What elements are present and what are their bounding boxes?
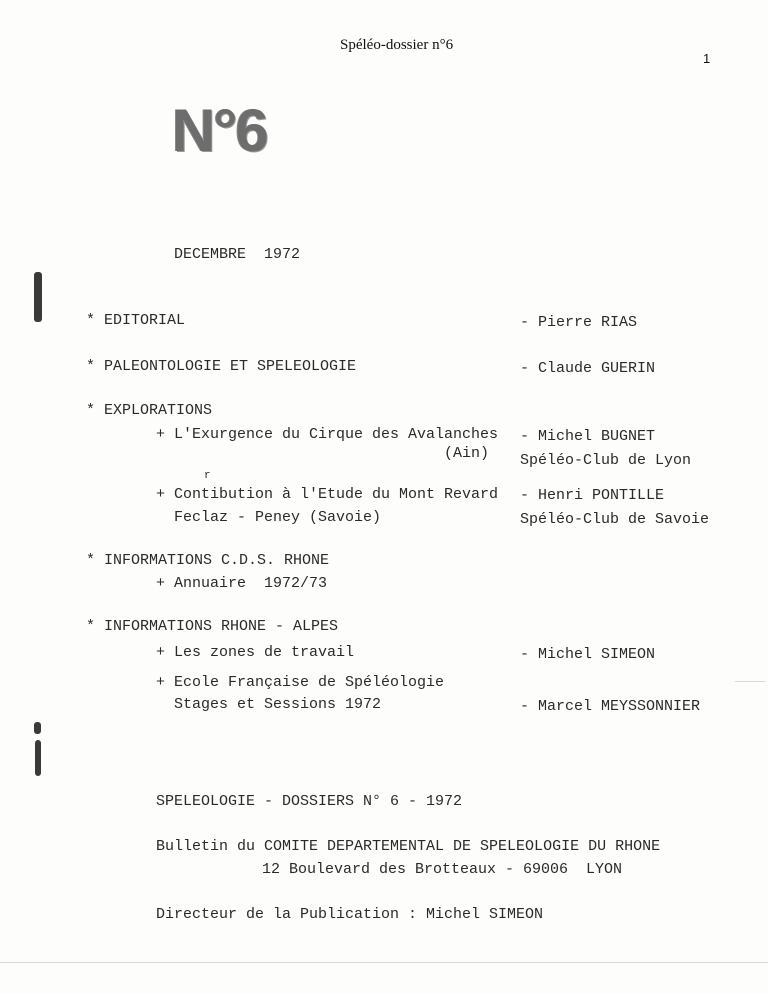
issue-date: DECEMBRE 1972 — [174, 246, 301, 263]
running-header: Spéléo-dossier n°6 — [340, 37, 454, 53]
toc-rhone-alpes-item-2-author: - Marcel MEYSSONNIER — [520, 698, 701, 715]
toc-explorations-title: * EXPLORATIONS — [86, 402, 213, 419]
toc-exploration-item-2-club: Spéléo-Club de Savoie — [520, 511, 710, 528]
toc-paleo-title: * PALEONTOLOGIE ET SPELEOLOGIE — [86, 358, 357, 375]
toc-rhone-alpes-item-1-author: - Michel SIMEON — [520, 646, 656, 663]
issue-number: N°6 — [172, 97, 267, 164]
margin-mark — [35, 740, 41, 776]
toc-rhone-alpes-title: * INFORMATIONS RHONE - ALPES — [86, 618, 339, 635]
toc-editorial-author: - Pierre RIAS — [520, 314, 638, 331]
handwritten-insert-mark: r — [204, 470, 211, 482]
toc-paleo-author: - Claude GUERIN — [520, 360, 656, 377]
toc-exploration-item-1-author: - Michel BUGNET — [520, 428, 656, 445]
toc-exploration-item-2-region: Feclaz - Peney (Savoie) — [174, 509, 382, 526]
scan-edge-line — [735, 681, 765, 682]
toc-editorial-title: * EDITORIAL — [86, 312, 186, 329]
toc-rhone-alpes-item-2-line2: Stages et Sessions 1972 — [174, 696, 382, 713]
address-line: 12 Boulevard des Brotteaux - 69006 LYON — [262, 861, 623, 878]
toc-exploration-item-1-region: (Ain) — [444, 445, 490, 462]
toc-exploration-item-1-club: Spéléo-Club de Lyon — [520, 452, 692, 469]
publication-line: SPELEOLOGIE - DOSSIERS N° 6 - 1972 — [156, 793, 463, 810]
toc-exploration-item-2: + Contibution à l'Etude du Mont Revard — [156, 486, 499, 503]
bulletin-line: Bulletin du COMITE DEPARTEMENTAL DE SPELEOLOGIE DU RHONE — [156, 838, 661, 855]
toc-rhone-alpes-item-2: + Ecole Française de Spéléologie — [156, 674, 445, 691]
toc-cds-item: + Annuaire 1972/73 — [156, 575, 328, 592]
toc-rhone-alpes-item-1: + Les zones de travail — [156, 644, 355, 661]
toc-exploration-item-2-author: - Henri PONTILLE — [520, 487, 665, 504]
page-number: 1 — [703, 51, 711, 66]
margin-mark — [34, 722, 41, 734]
scan-edge-line — [0, 962, 768, 963]
director-line: Directeur de la Publication : Michel SIMEON — [156, 906, 544, 923]
toc-exploration-item-1: + L'Exurgence du Cirque des Avalanches — [156, 426, 499, 443]
margin-mark — [34, 272, 42, 322]
toc-cds-title: * INFORMATIONS C.D.S. RHONE — [86, 552, 330, 569]
